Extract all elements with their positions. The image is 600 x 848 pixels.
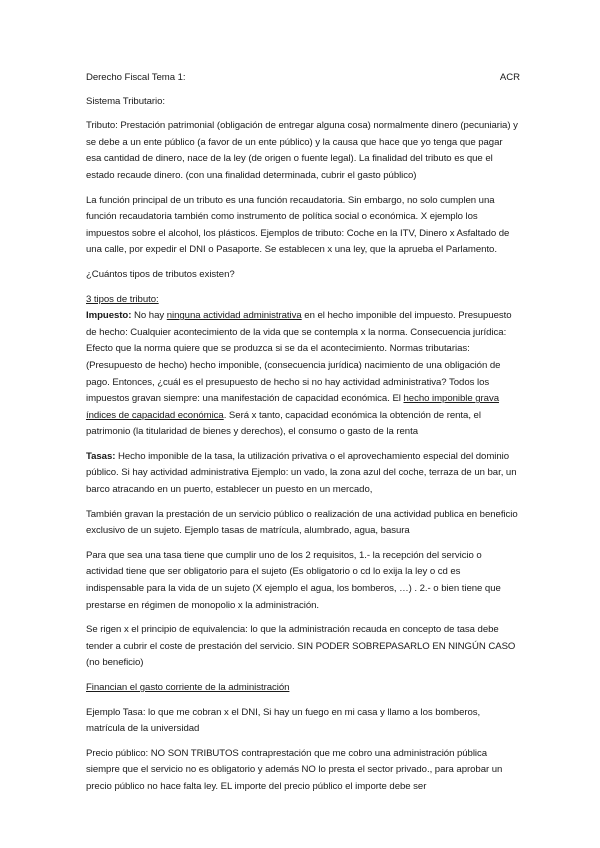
tasas-services-paragraph: También gravan la prestación de un servicio público o realización de una actividad publica en beneficio exclusivo de un sujeto. Ejemplo tasas de matrícula, alumbrado, agua, basura: [86, 508, 518, 537]
section-title: Sistema Tributario:: [86, 95, 166, 107]
document-title: Derecho Fiscal Tema 1:: [86, 72, 186, 83]
document-body: [86, 70, 520, 804]
impuesto-text-3: . Será x tanto, capacidad económica la obtención de renta, el patrimonio (la titularidad de bienes y derechos), el consumo o gasto de la renta: [86, 409, 481, 438]
tributo-function: La función principal de un tributo es una función recaudatoria. Sin embargo, no solo cumplen una función recaudatoria también como instrumento de política social o económica. X ejemplo los impuestos sobre el alcohol, los plásticos. Ejemplos de tributo: Coche en la ITV, Dinero x Asfaltado de una calle, por expedir el DNI o Pasaporte. Se establecen x una ley, que la aprueba el Parlamento.: [86, 194, 510, 256]
tasas-requirements-paragraph: Para que sea una tasa tiene que cumplir uno de los 2 requisitos, 1.- la recepción del servicio o actividad tiene que ser obligatorio para el sujeto (Es obligatorio o cd lo exija la ley o cd es indispensable para la vida de un sujeto (X ejemplo el agua, los bomberos, …) . 2.- o bien tiene que prestarse en régimen de monopolio x la administración.: [86, 549, 501, 611]
tasas-text: Hecho imponible de la tasa, la utilización privativa o el aprovechamiento especial del dominio público. Si hay actividad administrativa Ejemplo: un vado, la zona azul del coche, terraza de un bar, un barco atracando en un puerto, establecer un puesto en un mercado,: [86, 450, 517, 496]
tasas-paragraph: [86, 449, 520, 499]
financian-heading: [86, 680, 520, 697]
impuesto-label: Impuesto:: [86, 310, 132, 322]
page-header: [86, 70, 520, 87]
tasas-equivalence-paragraph: Se rigen x el principio de equivalencia: lo que la administración recauda en concepto de tasa debe tender a cubrir el coste de prestación del servicio. SIN PODER SOBREPASARLO EN NINGÚN CASO (no beneficio): [86, 624, 516, 669]
tributo-question: ¿Cuántos tipos de tributos existen?: [86, 268, 235, 280]
tipos-heading: [86, 292, 520, 309]
impuesto-underlined-2: hecho imponible grava índices de capacidad económica: [86, 393, 499, 421]
ejemplo-tasa-paragraph: Ejemplo Tasa: lo que me cobran x el DNI, Si hay un fuego en mi casa y llamo a los bomberos, matrícula de la universidad: [86, 706, 481, 735]
precio-publico-paragraph: Precio público: NO SON TRIBUTOS contraprestación que me cobro una administración pública siempre que el servicio no es obligatorio y además NO lo presta el sector privado., para aprobar un precio público no hace falta ley. EL importe del precio público el importe debe ser: [86, 747, 503, 792]
impuesto-underlined-1: ninguna actividad administrativa: [166, 310, 302, 322]
tributo-definition: Tributo: Prestación patrimonial (obligación de entregar alguna cosa) normalmente dinero (pecuniaria) y se debe a un ente público (a favor de un ente público) y la causa que hace que yo tenga que pagar esa cantidad de dinero, nace de la ley (de origen o fuente legal). La finalidad del tributo es que el estado recaude dinero. (con una finalidad determinada, cubrir el gasto público): [86, 120, 518, 181]
impuesto-text-1: No hay: [131, 310, 167, 322]
tasas-label: Tasas:: [86, 450, 116, 462]
financian-heading-text: Financian el gasto corriente de la administración: [86, 682, 290, 693]
impuesto-paragraph: [86, 308, 520, 441]
author-initials: ACR: [499, 72, 520, 83]
impuesto-text-2: en el hecho imponible del impuesto. Presupuesto de hecho: Cualquier acontecimiento de la vida que se contempla x la norma. Consecuencia jurídica: Efecto que la norma quiere que se produzca si se da el acontecimiento. Normas tributarias: (Presupuesto de hecho) hecho imponible, (consecuencia jurídica) nacimiento de una obligación de pago. Entonces, ¿cuál es el presupuesto de hecho si no hay actividad administrativa? Todos los impuestos gravan siempre: una manifestación de capacidad económica. El: [86, 310, 512, 405]
tipos-heading-text: 3 tipos de tributo:: [86, 293, 159, 305]
